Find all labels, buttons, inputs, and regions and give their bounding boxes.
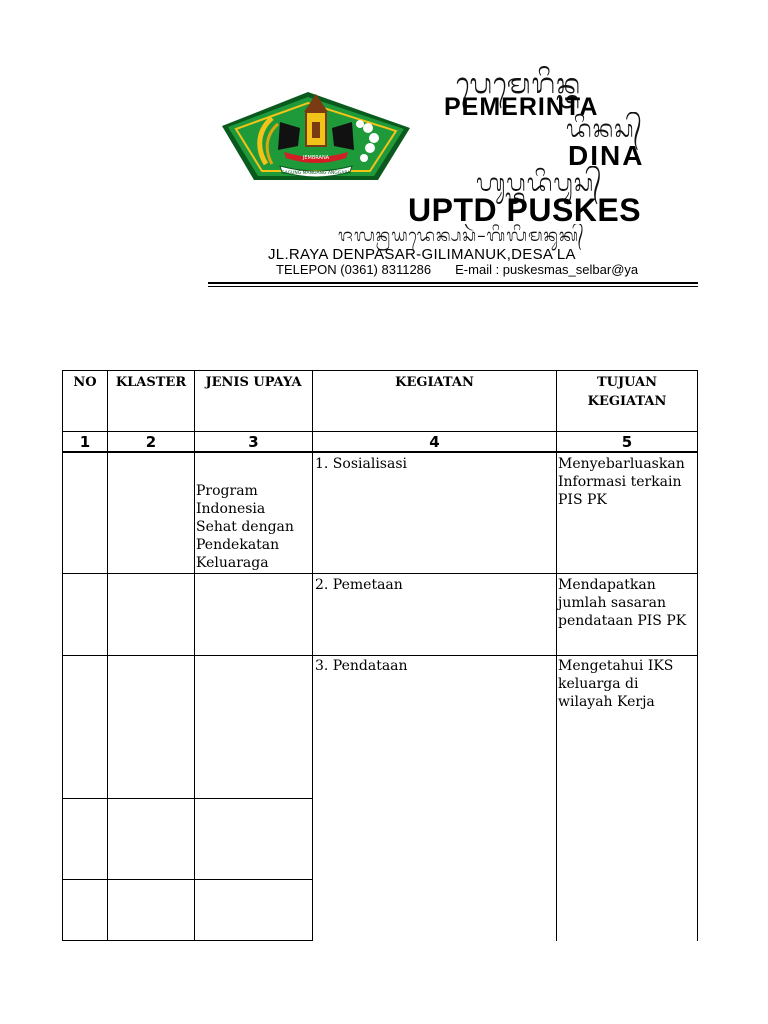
balinese-script-line-4: ᬚᬮᬦ᭄ᬭᬬᬤᬾᬦ᭄ᬧᬲᬃ–ᬕᬶᬮᬶᬫᬦᬸᬓ᭄ — [338, 226, 585, 246]
header-kegiatan: KEGIATAN — [395, 375, 474, 390]
email: E-mail : puskesmas_selbar@ya — [455, 262, 639, 277]
table-col-divider-3 — [312, 370, 313, 941]
column-number-5: 5 — [621, 433, 633, 451]
row1-tujuan: Menyebarluaskan Informasi terkain PIS PK — [558, 456, 685, 508]
svg-text:JEMBRANA: JEMBRANA — [302, 155, 330, 161]
balinese-script-line-2: ᬤᬶᬦᬲ᭄ — [566, 115, 643, 143]
table-border-left — [62, 370, 63, 941]
balinese-script-line-3: ᬳᬸᬧ᭄ᬢᬤᬶᬧᬸᬲ᭄ — [476, 169, 603, 197]
table-col-divider-2 — [194, 370, 195, 941]
table-col-divider-1 — [107, 370, 108, 941]
header-jenis-upaya: JENIS UPAYA — [205, 375, 302, 390]
telephone: TELEPON (0361) 8311286 — [276, 262, 432, 277]
header-no: NO — [73, 375, 97, 390]
table-rule-row2 — [62, 655, 698, 656]
table-rule-row3b — [62, 879, 313, 880]
column-number-3: 3 — [248, 433, 259, 451]
row3-kegiatan: 3. Pendataan — [315, 658, 408, 674]
puskesmas-title: UPTD PUSKES — [408, 192, 642, 228]
column-number-1: 1 — [79, 433, 91, 451]
table-col-divider-4 — [556, 370, 557, 941]
header-klaster: KLASTER — [115, 375, 187, 390]
table-border-top — [62, 370, 698, 371]
row1-kegiatan: 1. Sosialisasi — [315, 456, 407, 472]
row2-tujuan: Mendapatkan jumlah sasaran pendataan PIS PK — [558, 577, 687, 629]
table-border-right — [697, 370, 698, 941]
table-rule-row3a — [62, 798, 313, 799]
address-line: JL.RAYA DENPASAR-GILIMANUK,DESA LA — [268, 246, 576, 263]
row1-jenis-upaya: Program Indonesia Sehat dengan Pendekatan Keluaraga — [196, 483, 294, 571]
table-border-bottom — [62, 940, 313, 941]
table-rule-row1 — [62, 573, 698, 574]
svg-text:SAGUNG MANGANG ANGGARA: SAGUNG MANGANG ANGGARA — [281, 171, 351, 176]
row3-tujuan: Mengetahui IKS keluarga di wilayah Kerja — [558, 658, 674, 710]
table-rule-numbers — [62, 451, 698, 453]
department-title: DINA — [568, 140, 645, 171]
header-tujuan-kegiatan: TUJUAN KEGIATAN — [587, 375, 667, 409]
column-number-2: 2 — [145, 433, 157, 451]
column-number-4: 4 — [429, 433, 440, 451]
government-title: PEMERINTA — [444, 93, 599, 121]
row2-kegiatan: 2. Pemetaan — [315, 577, 403, 593]
balinese-script-line-1: ᬧᬾᬫᬾᬭᬶᬦ᭄ᬢ — [456, 67, 582, 100]
table-rule-header — [62, 431, 698, 432]
